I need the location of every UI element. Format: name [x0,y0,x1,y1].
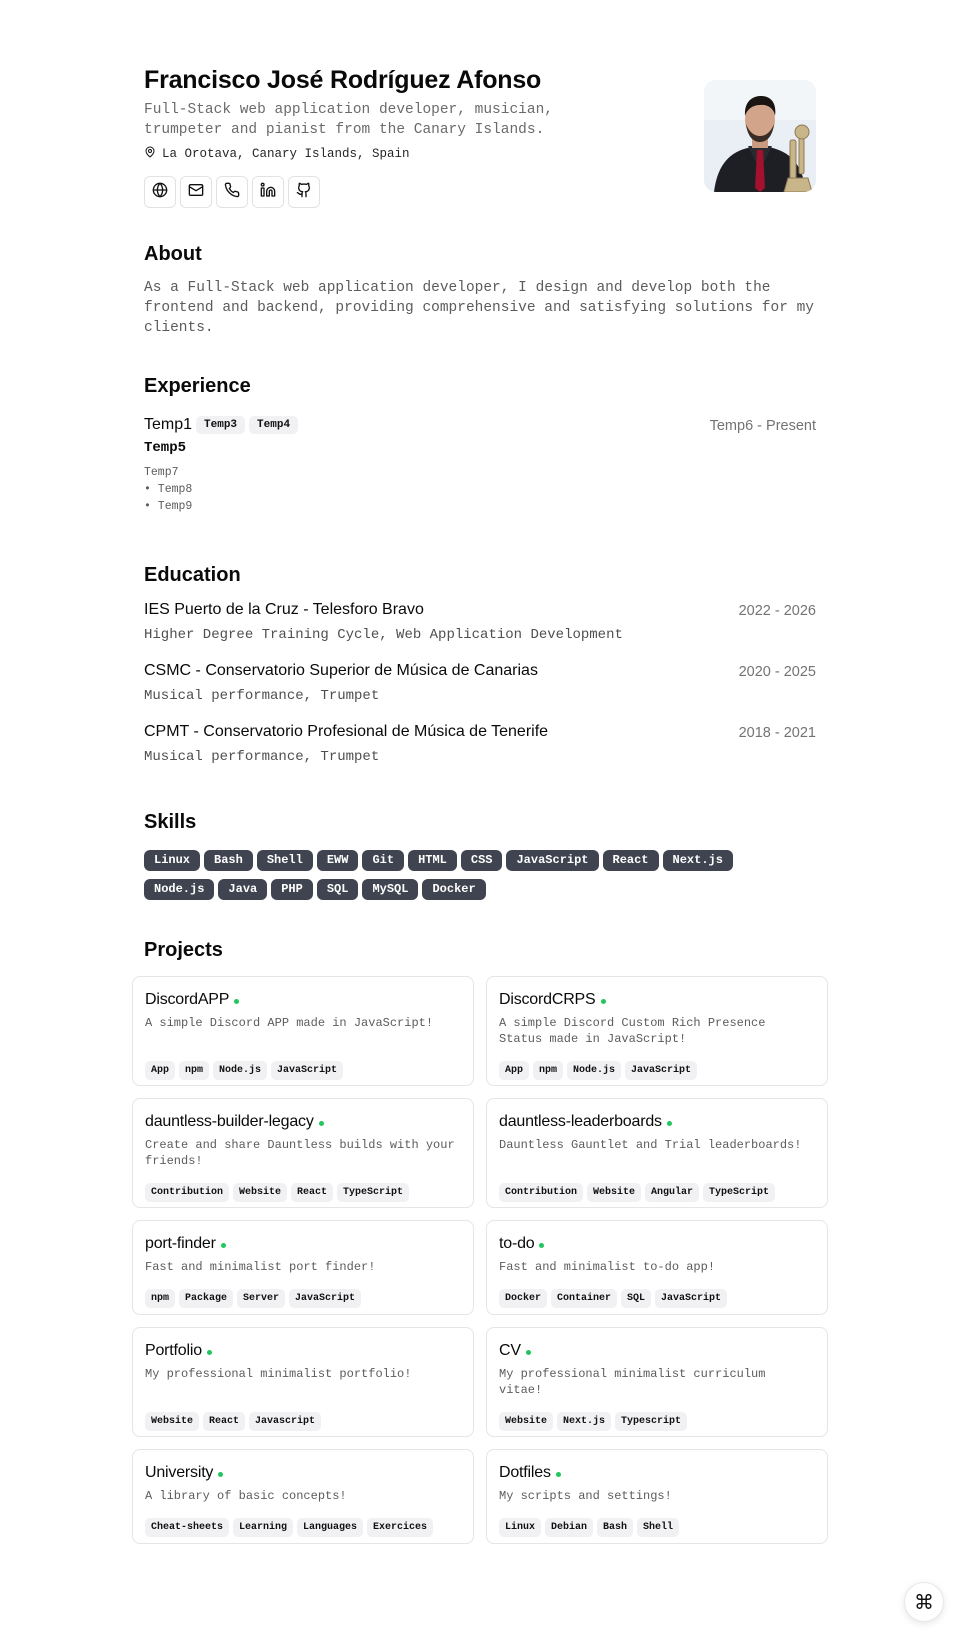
project-tag: Cheat-sheets [145,1518,229,1537]
phone-icon [224,182,240,203]
job-bullet: • Temp9 [144,500,193,513]
project-tags [145,1183,461,1202]
project-tag: Docker [499,1289,547,1308]
education-entry [144,662,816,708]
education-degree: Higher Degree Training Cycle, Web Application Development [144,627,623,643]
project-title-text: dauntless-builder-legacy [145,1113,314,1130]
project-tag: Node.js [567,1061,621,1080]
project-tag: JavaScript [271,1061,343,1080]
skills-section [144,810,816,900]
about-text: As a Full-Stack web application developer, I design and develop both the frontend and backend, providing comprehensive and satisfying solutions for my clients. [144,280,815,336]
linkedin-icon [260,182,276,203]
project-card[interactable] [486,1327,828,1437]
project-tag: React [203,1412,245,1431]
project-title[interactable] [145,991,461,1009]
project-tags [499,1518,815,1537]
project-description: A library of basic concepts! [145,1489,347,1503]
project-tag: Website [499,1412,553,1431]
project-card[interactable] [486,976,828,1086]
skill-badge: JavaScript [506,850,598,871]
project-card[interactable] [132,976,474,1086]
avatar [704,80,816,192]
skills-title: Skills [144,811,197,833]
project-title[interactable] [145,1342,461,1360]
skill-badge: Bash [204,850,253,871]
project-card[interactable] [132,1220,474,1315]
project-tag: Angular [645,1183,699,1202]
linkedin-button[interactable] [252,176,284,208]
project-title[interactable] [145,1464,461,1482]
profile-name: Francisco José Rodríguez Afonso [144,66,542,94]
education-school: CPMT - Conservatorio Profesional de Música de Tenerife [144,723,549,740]
project-description: My professional minimalist portfolio! [145,1367,412,1381]
education-degree: Musical performance, Trumpet [144,688,380,704]
about-section [144,242,816,338]
profile-tagline: Full-Stack web application developer, musician, trumpeter and pianist from the Canary Islands. [144,102,553,138]
profile-header [144,64,816,214]
project-tag: npm [145,1289,175,1308]
project-tag: Bash [597,1518,633,1537]
skill-badge: Git [362,850,404,871]
project-tags [145,1289,461,1308]
job-bullet: • Temp8 [144,483,193,496]
map-pin-icon [144,146,156,162]
email-button[interactable] [180,176,212,208]
education-entry [144,723,816,769]
project-tag: Website [145,1412,199,1431]
education-entry [144,601,816,647]
project-title-text: CV [499,1342,521,1359]
website-button[interactable] [144,176,176,208]
project-description: Create and share Dauntless builds with your friends! [145,1138,455,1168]
job-entry [144,416,816,515]
project-tag: npm [179,1061,209,1080]
project-tag: Website [587,1183,641,1202]
skill-badge: MySQL [362,879,418,900]
project-tags [145,1412,461,1431]
github-icon [296,182,312,203]
job-date: Temp6 - Present [709,418,816,434]
project-tags [499,1412,815,1431]
project-title[interactable] [499,1113,815,1131]
job-description-text: Temp7 [144,466,179,479]
project-title-text: DiscordCRPS [499,991,596,1008]
project-tag: Node.js [213,1061,267,1080]
project-title[interactable] [145,1235,461,1253]
project-tag: Exercices [367,1518,433,1537]
project-description: Dauntless Gauntlet and Trial leaderboards! [499,1138,802,1152]
command-menu-button[interactable] [904,1582,944,1622]
project-title[interactable] [499,1342,815,1360]
skill-list [144,850,804,900]
project-description: My professional minimalist curriculum vitae! [499,1367,766,1397]
project-card[interactable] [132,1098,474,1208]
project-title[interactable] [499,991,815,1009]
education-school: CSMC - Conservatorio Superior de Música de Canarias [144,662,538,679]
job-title: Temp5 [144,440,187,456]
job-description [144,464,816,515]
project-tag: Learning [233,1518,293,1537]
project-card[interactable] [486,1449,828,1544]
status-dot-icon [221,1243,226,1248]
projects-title: Projects [144,939,223,961]
project-title-text: University [145,1464,214,1481]
github-button[interactable] [288,176,320,208]
project-tag: Debian [545,1518,593,1537]
skill-badge: React [603,850,659,871]
project-tag: App [145,1061,175,1080]
skill-badge: Java [218,879,267,900]
project-card[interactable] [486,1220,828,1315]
job-badge: Temp3 [196,416,245,434]
project-tag: npm [533,1061,563,1080]
location-text: La Orotava, Canary Islands, Spain [162,147,410,161]
skill-badge: SQL [317,879,359,900]
skill-badge: Node.js [144,879,214,900]
project-tags [499,1061,815,1080]
project-title[interactable] [145,1113,461,1131]
project-tag: TypeScript [337,1183,409,1202]
skill-badge: CSS [461,850,503,871]
skill-badge: Linux [144,850,200,871]
project-title-text: port-finder [145,1235,216,1252]
projects-grid [132,976,828,1544]
project-description: My scripts and settings! [499,1489,672,1503]
status-dot-icon [556,1472,561,1477]
project-tag: Languages [297,1518,363,1537]
education-date: 2022 - 2026 [738,603,816,619]
project-card[interactable] [132,1327,474,1437]
project-tags [499,1183,815,1202]
project-card[interactable] [486,1098,828,1208]
status-dot-icon [207,1350,212,1355]
project-tag: JavaScript [289,1289,361,1308]
education-degree: Musical performance, Trumpet [144,749,380,765]
project-tag: Contribution [499,1183,583,1202]
status-dot-icon [319,1121,324,1126]
project-title-text: dauntless-leaderboards [499,1113,662,1130]
education-title: Education [144,564,241,586]
skill-badge: Docker [422,879,485,900]
project-tag: Package [179,1289,233,1308]
project-tag: JavaScript [655,1289,727,1308]
experience-section [144,374,816,515]
project-tag: Contribution [145,1183,229,1202]
project-description: A simple Discord Custom Rich Presence Status made in JavaScript! [499,1016,766,1046]
project-title-text: Dotfiles [499,1464,551,1481]
project-tag: Javascript [249,1412,321,1431]
project-tag: Container [551,1289,617,1308]
status-dot-icon [667,1121,672,1126]
education-section [144,563,816,769]
project-title[interactable] [499,1464,815,1482]
skill-badge: HTML [408,850,457,871]
phone-button[interactable] [216,176,248,208]
project-title-text: to-do [499,1235,535,1252]
project-tag: Website [233,1183,287,1202]
project-tag: Next.js [557,1412,611,1431]
project-card[interactable] [132,1449,474,1544]
project-title-text: Portfolio [145,1342,202,1359]
skill-badge: PHP [271,879,313,900]
project-tag: Typescript [615,1412,687,1431]
skill-badge: EWW [317,850,359,871]
education-school: IES Puerto de la Cruz - Telesforo Bravo [144,601,424,618]
experience-title: Experience [144,375,251,397]
project-tag: SQL [621,1289,651,1308]
status-dot-icon [218,1472,223,1477]
project-tag: JavaScript [625,1061,697,1080]
status-dot-icon [539,1243,544,1248]
project-tag: App [499,1061,529,1080]
education-date: 2020 - 2025 [738,664,816,680]
about-title: About [144,243,202,265]
skill-badge: Shell [257,850,313,871]
job-company[interactable]: Temp1 [144,416,193,433]
project-tags [145,1061,461,1080]
project-tags [145,1518,461,1537]
status-dot-icon [234,999,239,1004]
project-description: Fast and minimalist port finder! [145,1260,376,1274]
project-tags [499,1289,815,1308]
project-title-text: DiscordAPP [145,991,230,1008]
education-date: 2018 - 2021 [738,725,816,741]
project-description: Fast and minimalist to-do app! [499,1260,716,1274]
status-dot-icon [526,1350,531,1355]
command-icon: ⌘ [914,1591,934,1614]
project-tag: Linux [499,1518,541,1537]
project-tag: Server [237,1289,285,1308]
project-title[interactable] [499,1235,815,1253]
status-dot-icon [601,999,606,1004]
project-tag: React [291,1183,333,1202]
project-description: A simple Discord APP made in JavaScript! [145,1016,434,1030]
job-badge: Temp4 [249,416,298,434]
project-tag: Shell [637,1518,679,1537]
globe-icon [152,182,168,203]
project-tag: TypeScript [703,1183,775,1202]
skill-badge: Next.js [663,850,733,871]
mail-icon [188,182,204,203]
